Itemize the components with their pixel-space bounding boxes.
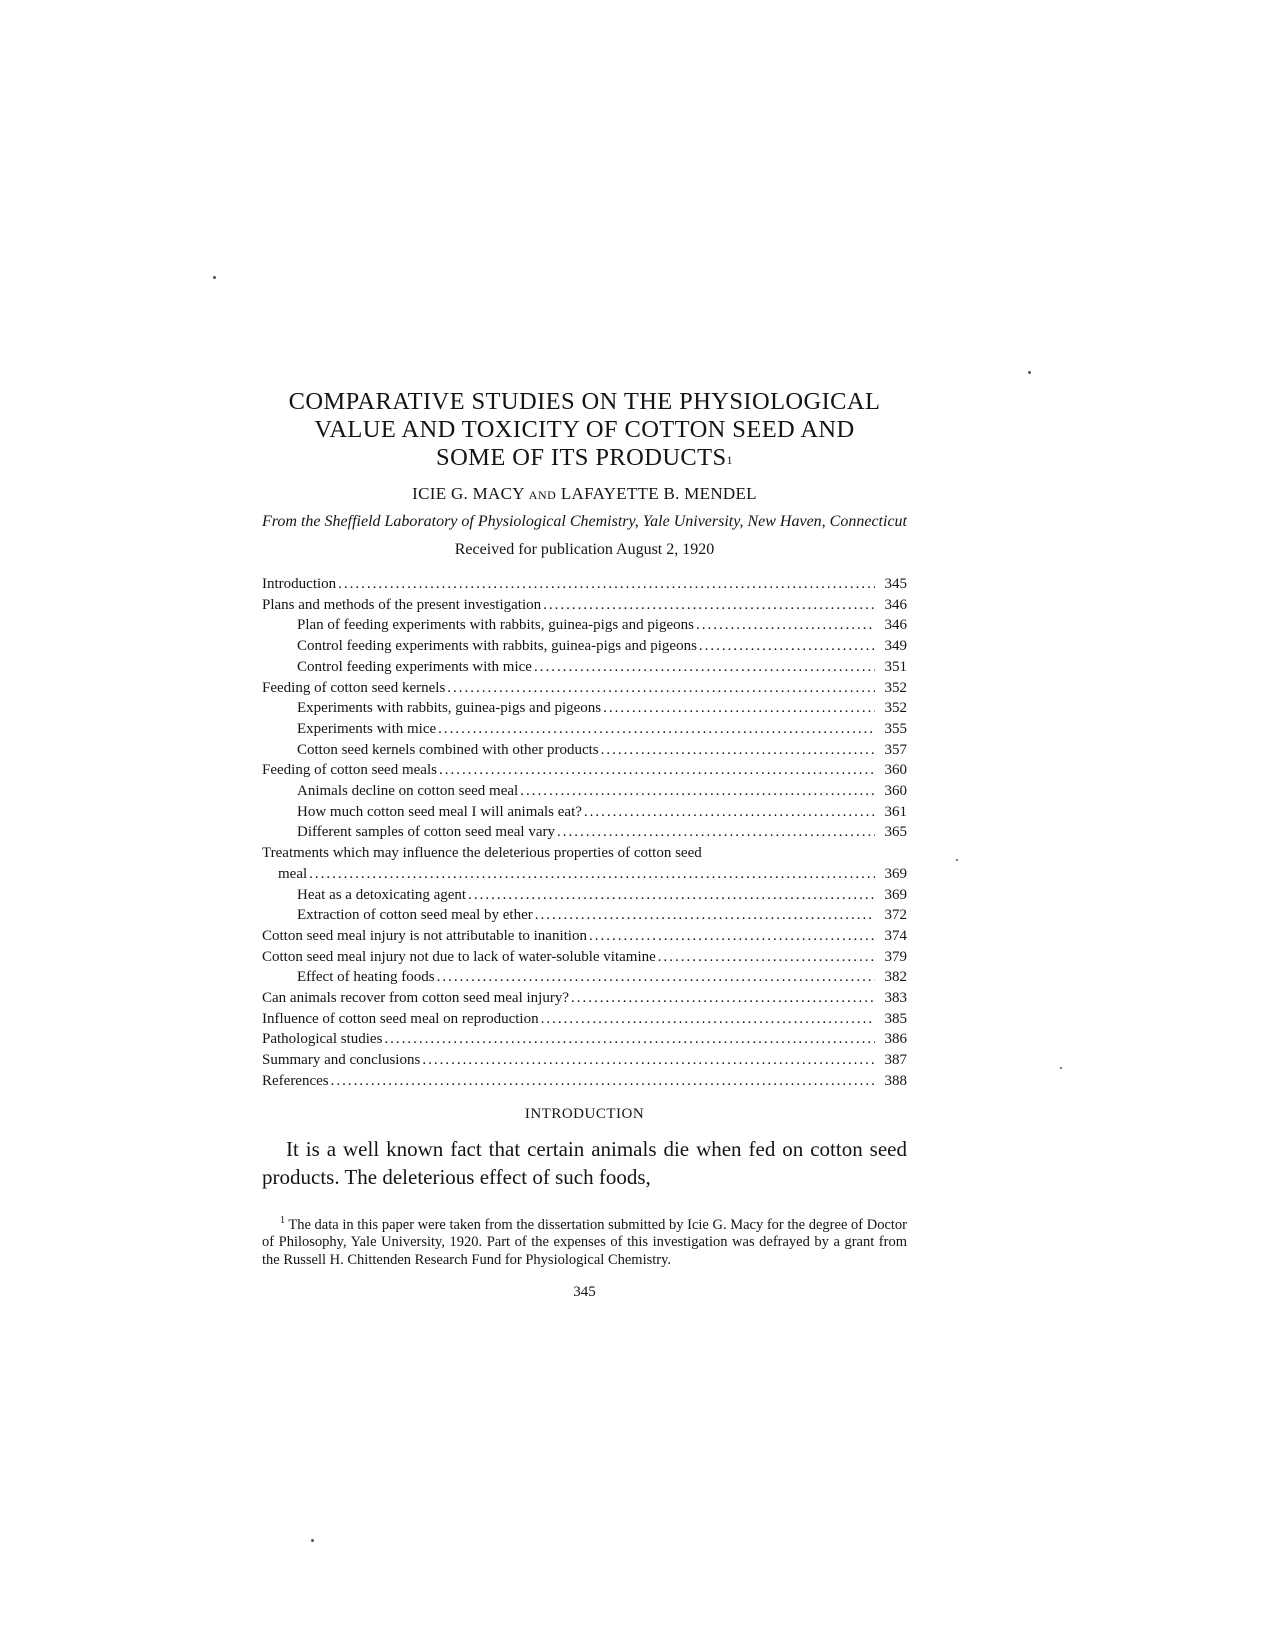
- toc-subentry: Experiments with rabbits, guinea-pigs and pigeons ..... 352: [262, 698, 907, 719]
- author-second: LAFAYETTE B. MENDEL: [560, 484, 757, 503]
- author-conjunction: AND: [528, 488, 557, 502]
- title-line-3: SOME OF ITS PRODUCTS: [436, 444, 727, 471]
- author-line: [262, 484, 907, 504]
- body-paragraph: It is a well known fact that certain animals die when fed on cotton seed products. The deleterious effect of such foods,: [262, 1136, 907, 1189]
- scan-speck: [1028, 371, 1031, 374]
- title-line-1: COMPARATIVE STUDIES ON THE PHYSIOLOGICAL: [288, 388, 881, 415]
- toc-entry-continuation: meal ..... 369: [262, 864, 907, 885]
- toc-subentry: Plan of feeding experiments with rabbits, guinea-pigs and pigeons ..... 346: [262, 615, 907, 636]
- footnote: [262, 1212, 907, 1270]
- scan-speck: [311, 1539, 314, 1542]
- page-number: 345: [573, 1283, 596, 1300]
- scan-speck: [213, 276, 216, 279]
- toc-entry: Can animals recover from cotton seed meal injury? ..... 383: [262, 988, 907, 1009]
- toc-subentry: Extraction of cotton seed meal by ether ..... 372: [262, 905, 907, 926]
- toc-subentry: Control feeding experiments with mice ..... 351: [262, 657, 907, 678]
- toc-entry: Influence of cotton seed meal on reproduction ..... 385: [262, 1009, 907, 1030]
- toc-entry: Pathological studies ..... 386: [262, 1029, 907, 1050]
- footnote-text: The data in this paper were taken from the dissertation submitted by Icie G. Macy for the degree of Doctor of Philosophy, Yale University, 1920. Part of the expenses of this investigation was defrayed by a grant from the Russell H. Chittenden Research Fund for Physiological Chemistry.: [262, 1216, 907, 1269]
- title-footnote-mark: 1: [726, 453, 733, 467]
- footnote-mark: 1: [280, 1214, 285, 1226]
- toc-entry: Summary and conclusions ..... 387: [262, 1050, 907, 1071]
- author-first: ICIE G. MACY: [412, 484, 525, 503]
- toc-entry: Cotton seed meal injury not due to lack of water-soluble vitamine ..... 379: [262, 947, 907, 968]
- toc-subentry: Control feeding experiments with rabbits, guinea-pigs and pigeons ..... 349: [262, 636, 907, 657]
- scan-speck: [1060, 1067, 1062, 1069]
- section-heading: INTRODUCTION: [524, 1105, 645, 1122]
- toc-subentry: Effect of heating foods ..... 382: [262, 967, 907, 988]
- table-of-contents: [262, 574, 907, 1092]
- toc-subentry: Cotton seed kernels combined with other products ..... 357: [262, 740, 907, 761]
- toc-entry: Cotton seed meal injury is not attributable to inanition ..... 374: [262, 926, 907, 947]
- affiliation: From the Sheffield Laboratory of Physiological Chemistry, Yale University, New Haven, Connecticut: [262, 513, 907, 530]
- received-date: Received for publication August 2, 1920: [454, 541, 715, 558]
- toc-entry: Feeding of cotton seed meals ..... 360: [262, 760, 907, 781]
- article-page: [262, 388, 907, 1301]
- toc-entry: References ..... 388: [262, 1071, 907, 1092]
- scan-speck: [956, 859, 958, 861]
- toc-subentry: Experiments with mice ..... 355: [262, 719, 907, 740]
- toc-entry: Plans and methods of the present investigation ..... 346: [262, 595, 907, 616]
- toc-subentry: Animals decline on cotton seed meal ..... 360: [262, 781, 907, 802]
- toc-entry: Introduction ..... 345: [262, 574, 907, 595]
- title-line-2: VALUE AND TOXICITY OF COTTON SEED AND: [314, 416, 855, 443]
- toc-subentry: Different samples of cotton seed meal vary ..... 365: [262, 822, 907, 843]
- article-title: [262, 388, 907, 472]
- toc-subentry: How much cotton seed meal I will animals eat? ..... 361: [262, 802, 907, 823]
- toc-subentry: Heat as a detoxicating agent ..... 369: [262, 885, 907, 906]
- toc-entry: Feeding of cotton seed kernels ..... 352: [262, 678, 907, 699]
- toc-entry: Treatments which may influence the deleterious properties of cotton seed: [262, 845, 702, 862]
